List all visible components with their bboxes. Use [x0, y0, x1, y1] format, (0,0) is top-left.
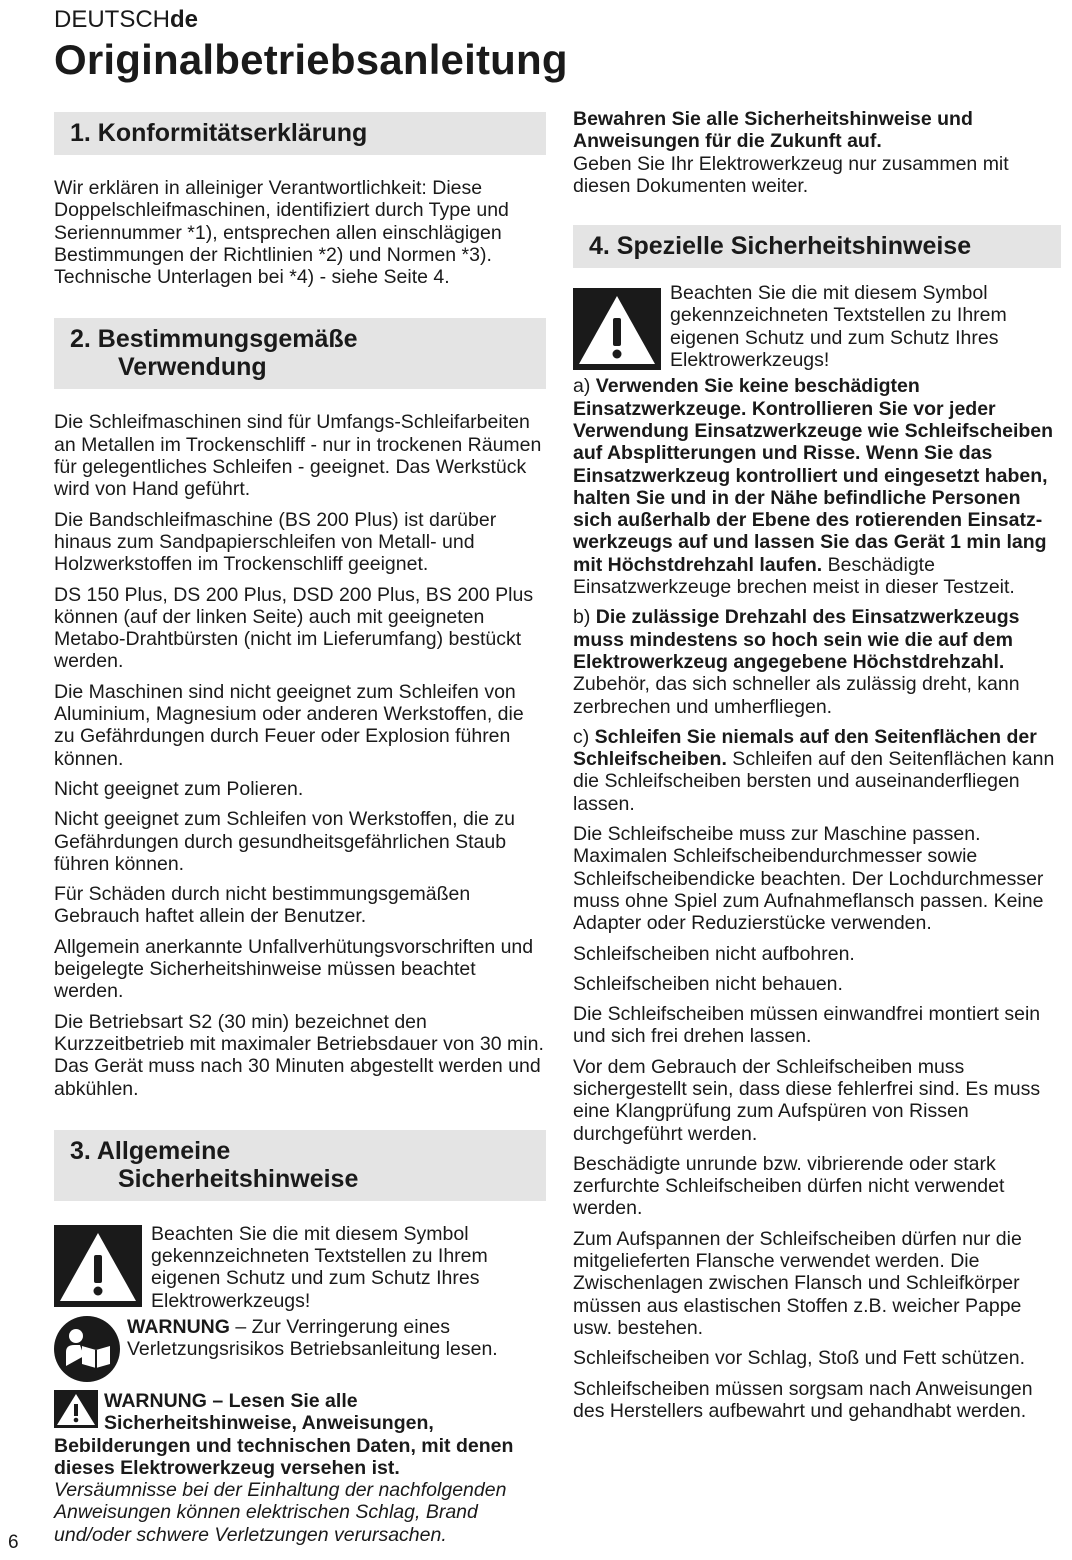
section-4-paragraph: Schleifscheiben vor Schlag, Stoß und Fett schützen. — [573, 1347, 1025, 1370]
keep-instructions-text: Geben Sie Ihr Elektrowerkzeug nur zusammen mit diesen Dokumenten weiter. — [573, 152, 1009, 197]
symbol-note-text: Beachten Sie die mit diesem Symbol gekennzeichneten Textstellen zu Ihrem eigenen Schutz und zum Schutz Ihres Elektrowerkzeugs! — [151, 1222, 488, 1312]
section-4-item-a: a) Verwenden Sie keine beschädigten Einsatzwerkzeuge. Kontrollieren Sie vor jeder Verwendung Einsatzwerkzeuge wie Schleifscheiben auf Absplitterungen und Risse. Wenn Sie das Einsatzwerkzeug kontrolliert und eingesetzt haben, halten Sie und in der Nähe befindliche Personen sich außerhalb der Ebene des rotierenden Einsatz-werkzeugs auf und lassen Sie das Gerät 1 min lang mit Höchstdrehzahl laufen. Beschädigte Einsatzwerkzeuge brechen meist in dieser Testzeit. — [573, 375, 1054, 599]
section-2-heading: 2. Bestimmungsgemäße Verwendung — [54, 318, 546, 389]
section-2-paragraph: Die Schleifmaschinen sind für Umfangs-Schleifarbeiten an Metallen im Trockenschliff - nur in trockenen Räumen für gelegentliches Schleifen - geeignet. Das Werkstück wird von Hand geführt. — [54, 411, 542, 501]
keep-instructions-bold: Bewahren Sie alle Sicherheitshinweise und Anweisungen für die Zukunft auf. — [573, 108, 973, 153]
section-1-text: Wir erklären in alleiniger Verantwortlichkeit: Diese Doppelschleifmaschinen, identifiziert durch Type und Seriennummer *1), entsprechen allen einschlägigen Bestimmungen der Richtlinien *2) und Normen *3). Technische Unterlagen bei *4) - siehe Seite 4. — [54, 177, 509, 289]
language-label: DEUTSCHde — [54, 6, 199, 33]
read-all-warning-bold: WARNUNG – Lesen Sie alle Sicherheitshinweise, Anweisungen, Bebilderungen und technischen Daten, mit denen dieses Elektrowerkzeug versehen ist. — [54, 1389, 514, 1479]
symbol-note-text: Beachten Sie die mit diesem Symbol gekennzeichneten Textstellen zu Ihrem eigenen Schutz und zum Schutz Ihres Elektrowerkzeugs! — [670, 282, 1007, 372]
section-2-paragraph: Nicht geeignet zum Schleifen von Werkstoffen, die zu Gefährdungen durch gesundheitsgefährlichen Staub führen können. — [54, 808, 516, 875]
warning-triangle-icon — [54, 1225, 142, 1307]
read-manual-warning — [54, 1316, 546, 1382]
warning-label: WARNUNG — [127, 1315, 230, 1338]
left-column — [54, 112, 546, 1546]
section-1-heading: 1. Konformitätserklärung — [54, 112, 546, 155]
section-3-symbol-note — [54, 1223, 546, 1312]
section-2-paragraph: Die Maschinen sind nicht geeignet zum Schleifen von Aluminium, Magnesium oder anderen Werkstoffen, die zu Gefährdungen durch Feuer oder Explosion führen können. — [54, 680, 524, 770]
warning-triangle-icon — [573, 288, 661, 370]
section-2-paragraph: Die Bandschleifmaschine (BS 200 Plus) ist darüber hinaus zum Sandpapierschleifen von Metall- und Holzwerkstoffen im Trockenschliff geeignet. — [54, 508, 497, 576]
section-2-paragraph: Die Betriebsart S2 (30 min) bezeichnet den Kurzzeitbetrieb mit maximaler Betriebsdauer von 30 min. Das Gerät muss nach 30 Minuten abgestellt werden und abkühlen. — [54, 1010, 544, 1100]
section-4-paragraph: Die Schleifscheibe muss zur Maschine passen. Maximalen Schleifscheibendurchmesser sowie Schleifscheibendicke beachten. Der Lochdurchmesser muss ohne Spiel zum Aufnahmeflansch passen. Keine Adapter oder Reduzierstücke verwenden. — [573, 823, 1044, 935]
section-4-paragraph: Schleifscheiben nicht behauen. — [573, 972, 843, 995]
page-number: 6 — [8, 1532, 19, 1553]
read-all-warning — [54, 1390, 546, 1546]
section-4-paragraph: Schleifscheiben müssen sorgsam nach Anweisungen des Herstellers aufbewahrt und gehandhabt werden. — [573, 1377, 1033, 1422]
section-4-paragraph: Die Schleifscheiben müssen einwandfrei montiert sein und sich frei drehen lassen. — [573, 1003, 1041, 1048]
section-4-heading: 4. Spezielle Sicherheitshinweise — [573, 225, 1061, 268]
section-4-symbol-note — [573, 282, 1061, 371]
section-3-heading: 3. Allgemeine Sicherheitshinweise — [54, 1130, 546, 1201]
document-title: Originalbetriebsanleitung — [54, 36, 568, 83]
section-4-paragraph: Schleifscheiben nicht aufbohren. — [573, 942, 855, 965]
section-2-paragraph: Allgemein anerkannte Unfallverhütungsvorschriften und beigelegte Sicherheitshinweise müssen beachtet werden. — [54, 935, 534, 1003]
section-2-paragraph: DS 150 Plus, DS 200 Plus, DSD 200 Plus, BS 200 Plus können (auf der linken Seite) auch mit geeigneten Metabo-Drahtbürsten (nicht im Lieferumfang) bestückt werden. — [54, 583, 534, 673]
warning-triangle-small-icon — [54, 1390, 98, 1428]
section-2-paragraph: Für Schäden durch nicht bestimmungsgemäßen Gebrauch haftet allein der Benutzer. — [54, 883, 471, 928]
section-4-paragraph: Beschädigte unrunde bzw. vibrierende oder stark zerfurchte Schleifscheiben dürfen nicht verwendet werden. — [573, 1152, 1005, 1220]
read-manual-icon — [54, 1316, 120, 1382]
right-column — [573, 108, 1061, 1430]
section-4-item-b: b) Die zulässige Drehzahl des Einsatzwerkzeugs muss mindestens so hoch sein wie die auf dem Elektrowerkzeug angegebene Höchstdrehzahl. Zubehör, das sich schneller als zulässig dreht, kann zerbrechen und umherfliegen. — [573, 606, 1020, 718]
warning-text: – Zur Verringerung eines Verletzungsrisikos Betriebsanleitung lesen. — [127, 1315, 498, 1361]
section-2-paragraph: Nicht geeignet zum Polieren. — [54, 777, 304, 800]
section-4-item-c: c) Schleifen Sie niemals auf den Seitenflächen der Schleifscheiben. Schleifen auf den Seitenflächen kann die Schleifscheiben bersten und auseinanderfliegen lassen. — [573, 725, 1055, 815]
section-4-paragraph: Zum Aufspannen der Schleifscheiben dürfen nur die mitgelieferten Flansche verwendet werden. Die Zwischenlagen zwischen Flansch und Schleifkörper müssen aus elastischen Stoffen z.B. weicher Pappe usw. bestehen. — [573, 1227, 1022, 1339]
read-all-warning-italic: Versäumnisse bei der Einhaltung der nachfolgenden Anweisungen können elektrischen Schlag, Brand und/oder schwere Verletzungen verursachen. — [54, 1479, 507, 1546]
section-4-paragraph: Vor dem Gebrauch der Schleifscheiben muss sichergestellt sein, dass diese fehlerfrei sind. Es muss eine Klangprüfung zum Aufspüren von Rissen durchgeführt werden. — [573, 1055, 1041, 1145]
